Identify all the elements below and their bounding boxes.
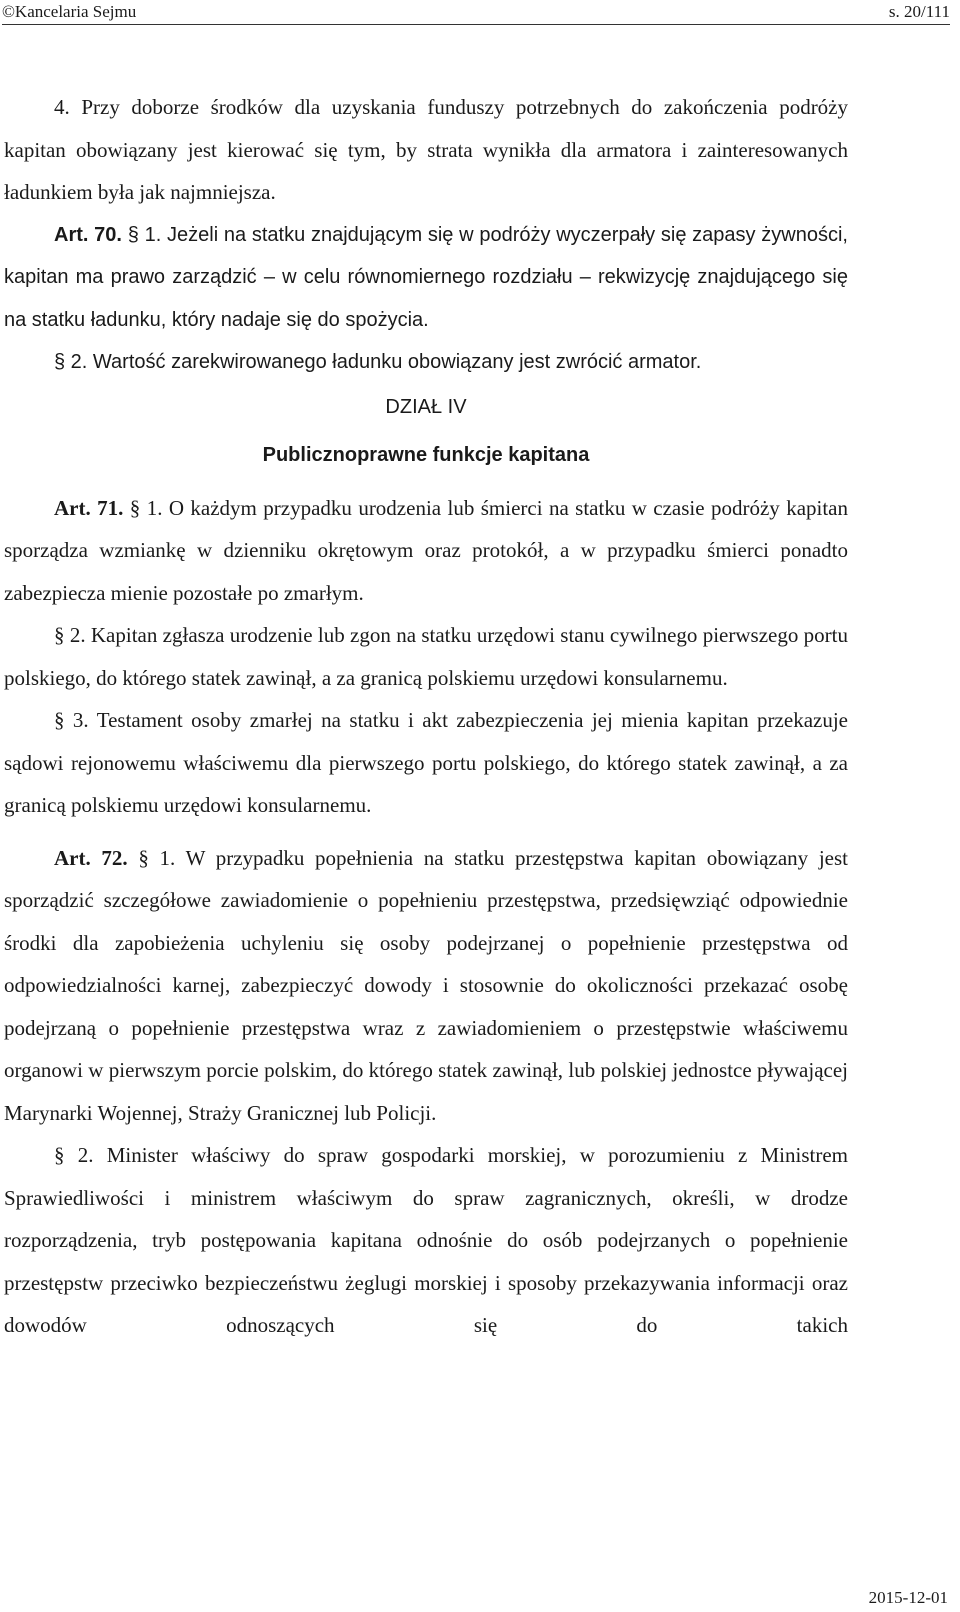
paragraph-number: § 3. [54, 708, 97, 732]
paragraph-number: § 2. [54, 623, 91, 647]
section-title: Publicznoprawne funkcje kapitana [262, 444, 590, 466]
paragraph-number: § 2. [54, 351, 93, 373]
art-72-par-2 [4, 1134, 848, 1347]
paragraph-text: O każdym przypadku urodzenia lub śmierci na statku w czasie podróży kapitan sporządza wzmiankę w dzienniku okrętowym oraz protokół, a w przypadku śmierci ponadto zabezpiecza mienie pozostałe po zmarłym. [4, 495, 849, 605]
art-72-par-1 [4, 837, 848, 1135]
paragraph-text: Wartość zarekwirowanego ładunku obowiązany jest zwrócić armator. [92, 351, 702, 373]
art-71-par-1 [4, 487, 848, 615]
header-rule [2, 24, 950, 25]
art-71-par-2 [4, 614, 848, 699]
paragraph-number: § 1. [127, 845, 186, 870]
paragraph-text: Kapitan zgłasza urodzenie lub zgon na statku urzędowi stanu cywilnego pierwszego portu polskiego, do którego statek zawinął, a za granicą polskiemu urzędowi konsularnemu. [4, 623, 848, 690]
art-71-par-3 [4, 699, 848, 827]
paragraph-number: § 2. [54, 1143, 107, 1167]
copyright-notice: ©Kancelaria Sejmu [2, 2, 137, 21]
section-heading: DZIAŁ IV [385, 395, 467, 418]
paragraph-text: Przy doborze środków dla uzyskania funduszy potrzebnych do zakończenia podróży kapitan obowiązany jest kierować się tym, by strata wynikła dla armatora i zainteresowanych ładunkiem była jak najmniejsza. [4, 95, 849, 204]
article-number: Art. 71. [54, 495, 124, 520]
paragraph-text: W przypadku popełnienia na statku przestępstwa kapitan obowiązany jest sporządzić szczegółowe zawiadomienie o popełnieniu przestępstwa, przedsięwziąć odpowiednie środki dla zapobieżenia uchyleniu się osoby podejrzanej o popełnienie przestępstwa od odpowiedzialności karnej, zabezpieczyć dowody i stosownie do okoliczności przekazać osobę podejrzaną o popełnienie przestępstwa wraz z zawiadomieniem o przestępstwie właściwemu organowi w pierwszym porcie polskim, do którego statek zawinął, lub polskiej jednostce pływającej Marynarki Wojennej, Straży Granicznej lub Policji. [4, 845, 849, 1125]
paragraph-4 [4, 86, 848, 214]
page-header [2, 0, 950, 24]
art-70-par-1 [4, 214, 848, 342]
paragraph-text: Minister właściwy do spraw gospodarki morskiej, w porozumieniu z Ministrem Sprawiedliwości i ministrem właściwym do spraw zagranicznych, określi, w drodze rozporządzenia, tryb postępowania kapitana odnośnie do osób podejrzanych o popełnienie przestępstw przeciwko bezpieczeństwu żeglugi morskiej i sposoby przekazywania informacji oraz dowodów odnoszących się do takich [4, 1143, 849, 1337]
paragraph-number: § 1. [123, 495, 169, 520]
document-body [4, 86, 848, 1347]
paragraph-number: § 1. [121, 223, 167, 246]
art-70-par-2 [4, 341, 848, 384]
paragraph-text: Jeżeli na statku znajdującym się w podróży wyczerpały się zapasy żywności, kapitan ma prawo zarządzić – w celu równomiernego rozdziału – rekwizycję znajdującego się na statku ładunku, który nadaje się do spożycia. [4, 223, 848, 331]
page-number: s. 20/111 [888, 2, 950, 21]
paragraph-number: 4. [54, 95, 82, 119]
article-number: Art. 72. [54, 845, 128, 870]
article-number: Art. 70. [54, 223, 122, 246]
spacer [4, 827, 848, 837]
paragraph-text: Testament osoby zmarłej na statku i akt zabezpieczenia jej mienia kapitan przekazuje sądowi rejonowemu właściwemu dla pierwszego portu polskiego, do którego statek zawinął, a za granicą polskiemu urzędowi konsularnemu. [4, 708, 848, 817]
footer-date: 2015-12-01 [868, 1588, 948, 1607]
